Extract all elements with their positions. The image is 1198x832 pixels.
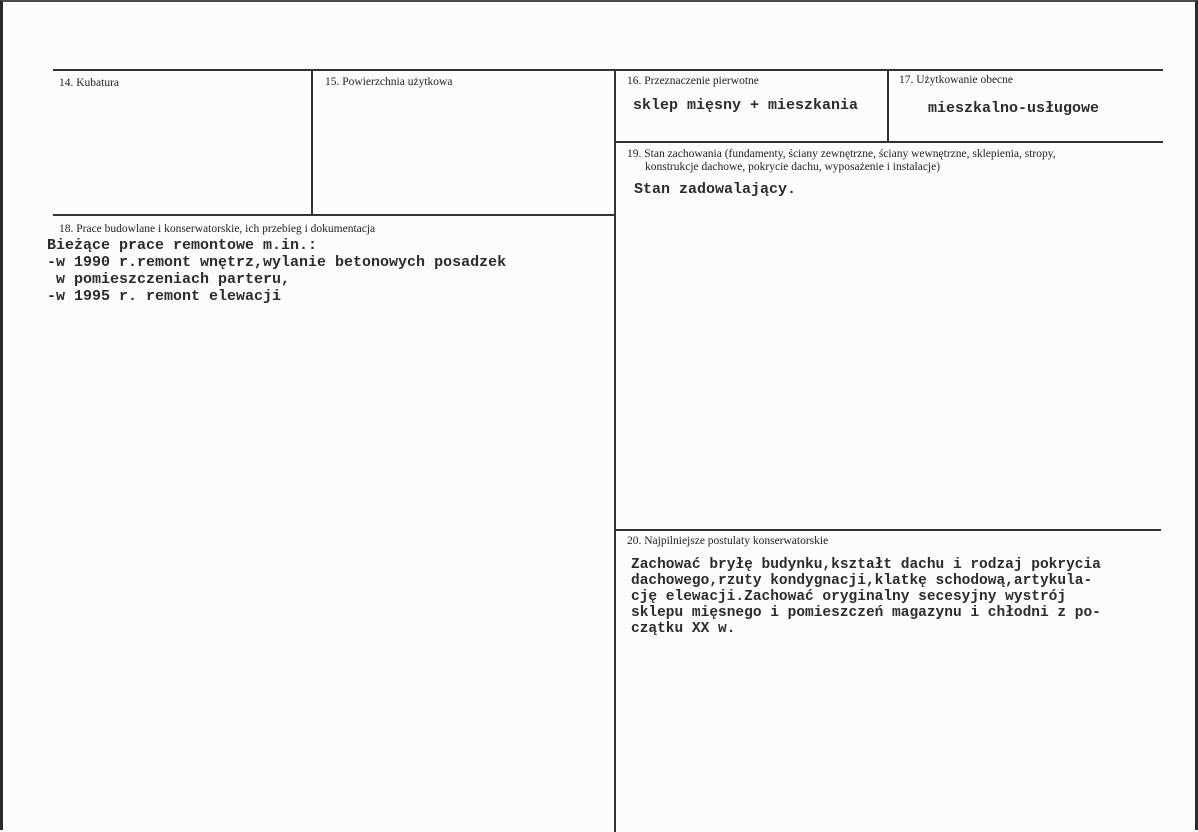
field-16-label: 16. Przeznaczenie pierwotne [627,75,759,87]
field-14-label: 14. Kubatura [59,77,120,89]
field-18-line-2: -w 1990 r.remont wnętrz,wylanie betonowych posadzek [47,254,507,271]
field-20-label: 20. Najpilniejsze postulaty konserwatorskie [627,535,829,547]
field-20-line-4: sklepu mięsnego i pomieszczeń magazynu i chłodni z po- [631,605,1101,621]
field-15-label: 15. Powierzchnia użytkowa [325,76,453,88]
center-divider [614,69,616,832]
field-19-label-line2: konstrukcje dachowe, pokrycie dachu, wyposażenie i instalacje) [645,161,941,173]
divider-16-17 [887,69,889,141]
rule-under-16-17 [615,141,1163,143]
top-rule [53,69,1163,71]
field-17-value: mieszkalno-usługowe [928,100,1100,117]
rule-under-14-15 [53,214,615,216]
field-18-line-4: -w 1995 r. remont elewacji [47,288,282,305]
divider-14-15 [311,69,313,214]
field-16-value: sklep mięsny + mieszkania [633,97,859,114]
field-19-value: Stan zadowalający. [634,181,797,198]
field-18-line-3: w pomieszczeniach parteru, [47,271,291,288]
field-20-line-1: Zachować bryłę budynku,kształt dachu i rodzaj pokrycia [631,557,1101,573]
field-18-line-1: Bieżące prace remontowe m.in.: [47,237,318,254]
field-17-label: 17. Użytkowanie obecne [899,74,1014,86]
field-20-line-3: cję elewacji.Zachować oryginalny secesyjny wystrój [631,589,1067,605]
rule-above-20 [615,529,1161,531]
field-19-label-line1: 19. Stan zachowania (fundamenty, ściany zewnętrzne, ściany wewnętrzne, sklepienia, stropy, [627,148,1056,160]
field-18-label: 18. Prace budowlane i konserwatorskie, ich przebieg i dokumentacja [59,223,376,235]
field-20-line-5: czątku XX w. [631,621,736,637]
field-20-line-2: dachowego,rzuty kondygnacji,klatkę schodową,artykula- [631,573,1093,589]
